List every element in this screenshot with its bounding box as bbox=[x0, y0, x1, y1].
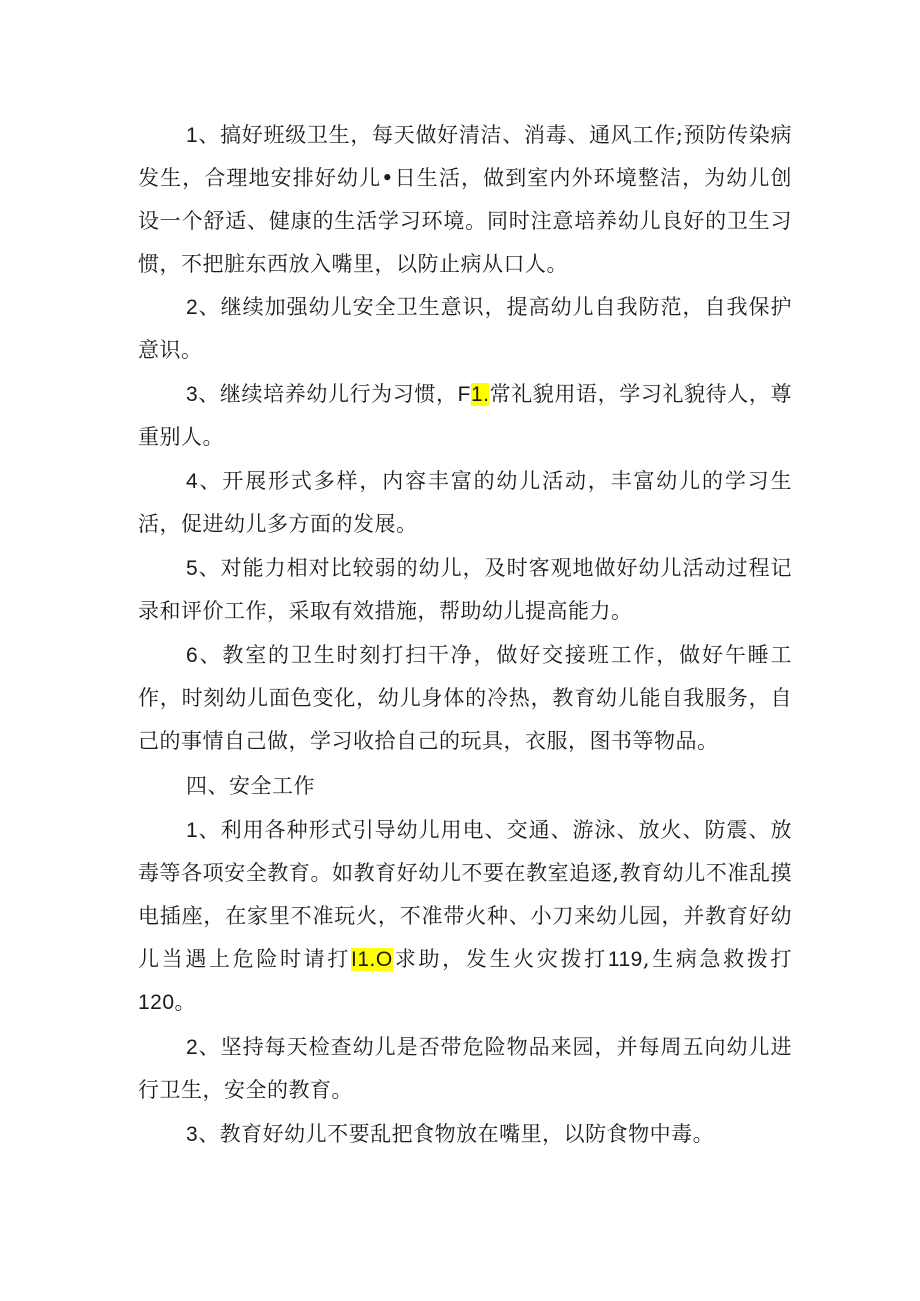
paragraph-classroom bbox=[138, 634, 792, 763]
paragraph-text-cont: 求助，发生火灾拨打 bbox=[392, 947, 608, 971]
paragraph-text: 、继续加强幼儿安全卫生意识，提高幼儿自我防范，自我保护意识。 bbox=[138, 295, 792, 362]
paragraph-safety-education bbox=[138, 809, 792, 1024]
item-number: 6 bbox=[186, 644, 199, 667]
paragraph-text: 、继续培养幼儿行为习惯， bbox=[198, 382, 458, 406]
paragraph-text-end: 。 bbox=[174, 990, 197, 1014]
paragraph-text: 、开展形式多样，内容丰富的幼儿活动，丰富幼儿的学习生活，促进幼儿多方面的发展。 bbox=[138, 469, 792, 536]
paragraph-text-cont: 常礼貌用语，学习礼貌待人，尊重别人。 bbox=[138, 382, 793, 449]
paragraph-hygiene bbox=[138, 114, 792, 286]
paragraph-daily-check bbox=[138, 1026, 792, 1112]
item-number: 1 bbox=[186, 124, 199, 147]
fire-number: 119 bbox=[607, 948, 643, 971]
item-number: 4 bbox=[186, 470, 199, 493]
item-number: 1 bbox=[186, 819, 199, 842]
heading-text: 四、安全工作 bbox=[186, 774, 315, 798]
paragraph-text: 、利用各种形式引导幼儿用电、交通、游泳、放火、防震、放毒等各项安全教育。如教育好幼儿不要在教室追逐,教育幼儿不准乱摸电插座，在家里不准玩火，不准带火种、小刀来幼儿园，并教育好幼儿当遇上危险时请打 bbox=[138, 818, 792, 971]
section-heading-safety bbox=[138, 765, 792, 808]
paragraph-text: 、对能力相对比较弱的幼儿，及时客观地做好幼儿活动过程记录和评价工作，采取有效措施，帮助幼儿提高能力。 bbox=[138, 556, 792, 623]
paragraph-text: 、搞好班级卫生，每天做好清洁、消毒、通风工作;预防传染病发生，合理地安排好幼儿•日生活，做到室内外环境整洁，为幼儿创设一个舒适、健康的生活学习环境。同时注意培养幼儿良好的卫生习惯，不把脏东西放入嘴里，以防止病从口人。 bbox=[138, 123, 792, 276]
paragraph-text-cont: ,生病急救拨打 bbox=[642, 947, 792, 971]
highlighted-text: I1.O bbox=[351, 948, 393, 971]
ambulance-number: 120 bbox=[138, 991, 175, 1014]
highlighted-text: 1. bbox=[470, 383, 490, 406]
paragraph-text: 、教育好幼儿不要乱把食物放在嘴里，以防食物中毒。 bbox=[198, 1122, 715, 1146]
paragraph-text: 、教室的卫生时刻打扫干净，做好交接班工作，做好午睡工作，时刻幼儿面色变化，幼儿身体的冷热，教育幼儿能自我服务，自己的事情自己做，学习收拾自己的玩具，衣服，图书等物品。 bbox=[138, 643, 792, 753]
item-number: 2 bbox=[186, 1036, 199, 1059]
paragraph-activities bbox=[138, 460, 792, 546]
item-number: 3 bbox=[186, 1123, 199, 1146]
item-number: 3 bbox=[186, 383, 199, 406]
paragraph-safety-awareness bbox=[138, 286, 792, 372]
paragraph-text: 、坚持每天检查幼儿是否带危险物品来园，并每周五向幼儿进行卫生，安全的教育。 bbox=[138, 1035, 792, 1102]
paragraph-weak-children bbox=[138, 547, 792, 633]
item-number: 5 bbox=[186, 557, 199, 580]
item-number: 2 bbox=[186, 296, 199, 319]
paragraph-behavior-habits bbox=[138, 373, 792, 459]
paragraph-food-poisoning bbox=[138, 1113, 792, 1156]
ocr-prefix: F bbox=[457, 383, 471, 406]
